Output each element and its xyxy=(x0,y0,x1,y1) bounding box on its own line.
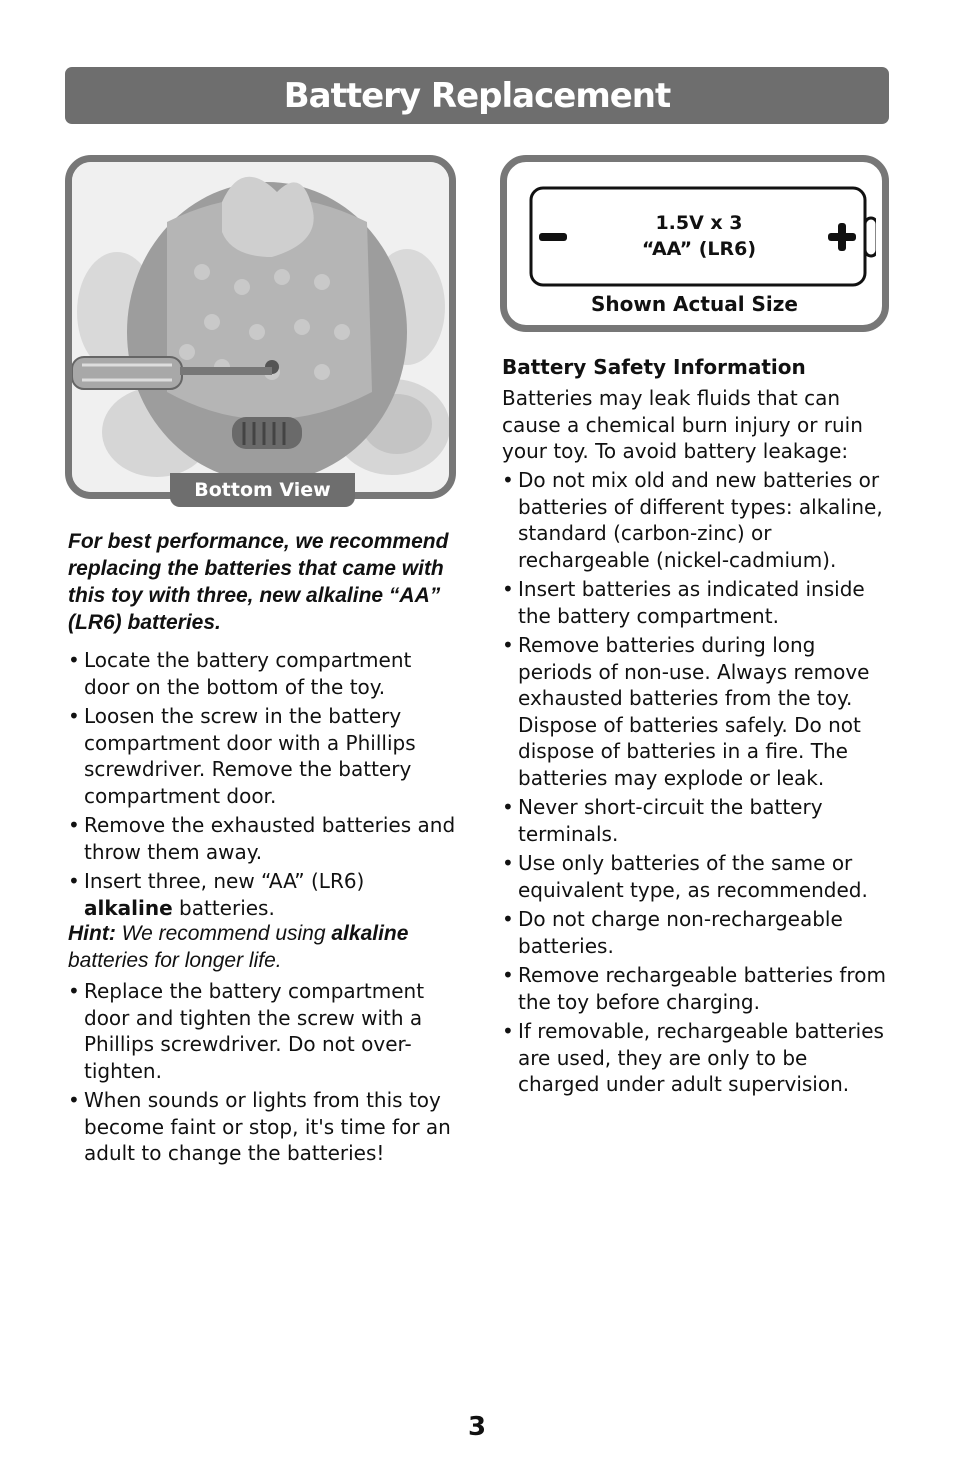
list-item: • Replace the battery compartment door and tighten the screw with a Phillips screwdriver. Do not over-tighten. xyxy=(68,979,425,1083)
page-title: Battery Replacement xyxy=(65,67,889,124)
list-item: • Insert batteries as indicated inside the battery compartment. xyxy=(502,577,865,628)
page-number: 3 xyxy=(467,1412,487,1442)
list-item: • Loosen the screw in the battery compartment door with a Phillips screwdriver. Remove the battery compartment door. xyxy=(68,704,416,808)
list-item: • Insert three, new “AA” (LR6) alkaline batteries. xyxy=(68,869,365,920)
list-item: • Remove batteries during long periods of non-use. Always remove exhausted batteries from the toy. Dispose of batteries safely. Do not dispose of batteries in a fire. The batteries may explode or leak. xyxy=(502,633,870,790)
list-item: • Never short-circuit the battery terminals. xyxy=(502,795,823,846)
photo-caption: Bottom View xyxy=(170,473,355,507)
battery-diagram xyxy=(500,155,889,332)
list-item: • When sounds or lights from this toy become faint or stop, it's time for an adult to change the batteries! xyxy=(68,1088,451,1165)
toy-illustration xyxy=(72,162,449,492)
list-item: • Do not charge non-rechargeable batteries. xyxy=(502,907,843,958)
safety-list xyxy=(502,467,892,1101)
battery-caption: Shown Actual Size xyxy=(591,292,798,316)
list-item: • Do not mix old and new batteries or batteries of different types: alkaline, standard (carbon-zinc) or rechargeable (nickel-cadmium). xyxy=(502,468,883,572)
steps-list-1 xyxy=(68,647,458,924)
list-item: • Remove rechargeable batteries from the toy before charging. xyxy=(502,963,886,1014)
toy-bottom-photo xyxy=(65,155,456,499)
list-item: • Locate the battery compartment door on the bottom of the toy. xyxy=(68,648,412,699)
steps-list-2 xyxy=(68,978,458,1170)
safety-heading: Battery Safety Information xyxy=(502,355,806,379)
battery-voltage: 1.5V x 3 xyxy=(655,212,743,234)
hint-text: Hint: We recommend using alkaline batteries for longer life. xyxy=(68,922,409,972)
intro-text: For best performance, we recommend replacing the batteries that came with this toy with three, new alkaline “AA” (LR6) batteries. xyxy=(68,530,449,634)
battery-spec xyxy=(531,210,867,262)
battery-type: “AA” (LR6) xyxy=(641,238,757,260)
list-item: • If removable, rechargeable batteries are used, they are only to be charged under adult supervision. xyxy=(502,1019,884,1096)
list-item: • Remove the exhausted batteries and throw them away. xyxy=(68,813,456,864)
list-item: • Use only batteries of the same or equivalent type, as recommended. xyxy=(502,851,868,902)
safety-intro: Batteries may leak fluids that can cause a chemical burn injury or ruin your toy. To avoid battery leakage: xyxy=(502,386,863,463)
